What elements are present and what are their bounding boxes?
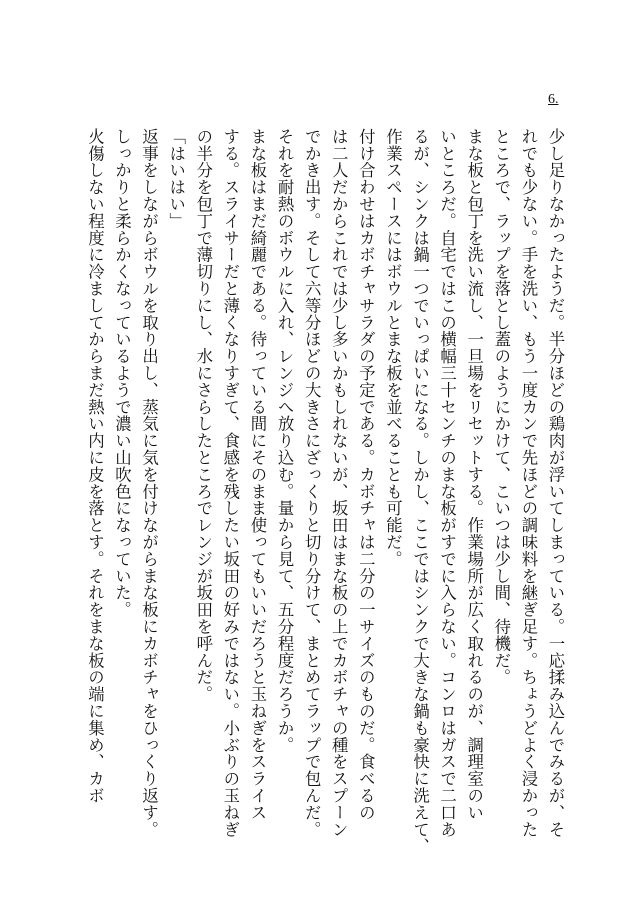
text-line: それを耐熱のボウルに入れ、レンジへ放り込む。量から見て、五分程度だろうか。 [275,128,295,754]
text-line: 付け合わせはカボチャサラダの予定である。カボチャは二分の一サイズのものだ。食べるの [356,128,376,821]
text-line: 火傷しない程度に冷ましてからまだ熱い内に皮を落とす。それをまな板の端に集め、カボ [85,128,105,804]
text-line: 「はいはい」 [166,128,186,230]
text-line: する。スライサーだと薄くなりすぎて、食感を残したい坂田の好みではない。小ぶりの玉ねぎ [220,128,240,838]
page-number: 6. [548,92,559,107]
text-line: 少し足りなかったようだ。半分ほどの鶏肉が浮いてしまっている。一応揉み込んでみるが、そ [546,128,565,838]
text-line: の半分を包丁で薄切りにし、水にさらしたところでレンジが坂田を呼んだ。 [193,128,213,703]
text-line: ところで、ラップを落とし蓋のようにかけて、こいつは少し間、待機だ。 [491,128,511,686]
text-line: まな板はまだ綺麗である。待っている間にそのまま使ってもいいだろうと玉ねぎをスライス [247,128,267,821]
text-line: れでも少ない。手を洗い、もう一度カンで先ほどの調味料を継ぎ足す。ちょうどよく浸かった [518,128,538,838]
text-line: でかき出す。そして六等分ほどの大きさにざっくりと切り分けて、まとめてラップで包んだ。 [302,128,322,838]
text-line: まな板と包丁を洗い流し、一旦場をリセットする。作業場所が広く取れるのが、調理室のい [464,128,484,821]
text-line: 作業スペースにはボウルとまな板を並べることも可能だ。 [383,128,403,568]
text-line: は二人だからこれでは少し多いかもしれないが、坂田はまな板の上でカボチャの種をスプーン [329,128,349,838]
text-line: しっかりと柔らかくなっているようで濃い山吹色になっていた。 [112,128,132,619]
text-line: るが、シンクは鍋一つでいっぱいになる。しかし、ここではシンクで大きな鍋も豪快に洗えて、 [410,128,430,855]
text-line: いところだ。自宅ではこの横幅三十センチのまな板がすでに入らない。コンロはガスで二口あ [437,128,457,838]
text-line: 返事をしながらボウルを取り出し、蒸気に気を付けながらまな板にカボチャをひっくり返す。 [139,128,159,838]
body-text [49,128,569,855]
